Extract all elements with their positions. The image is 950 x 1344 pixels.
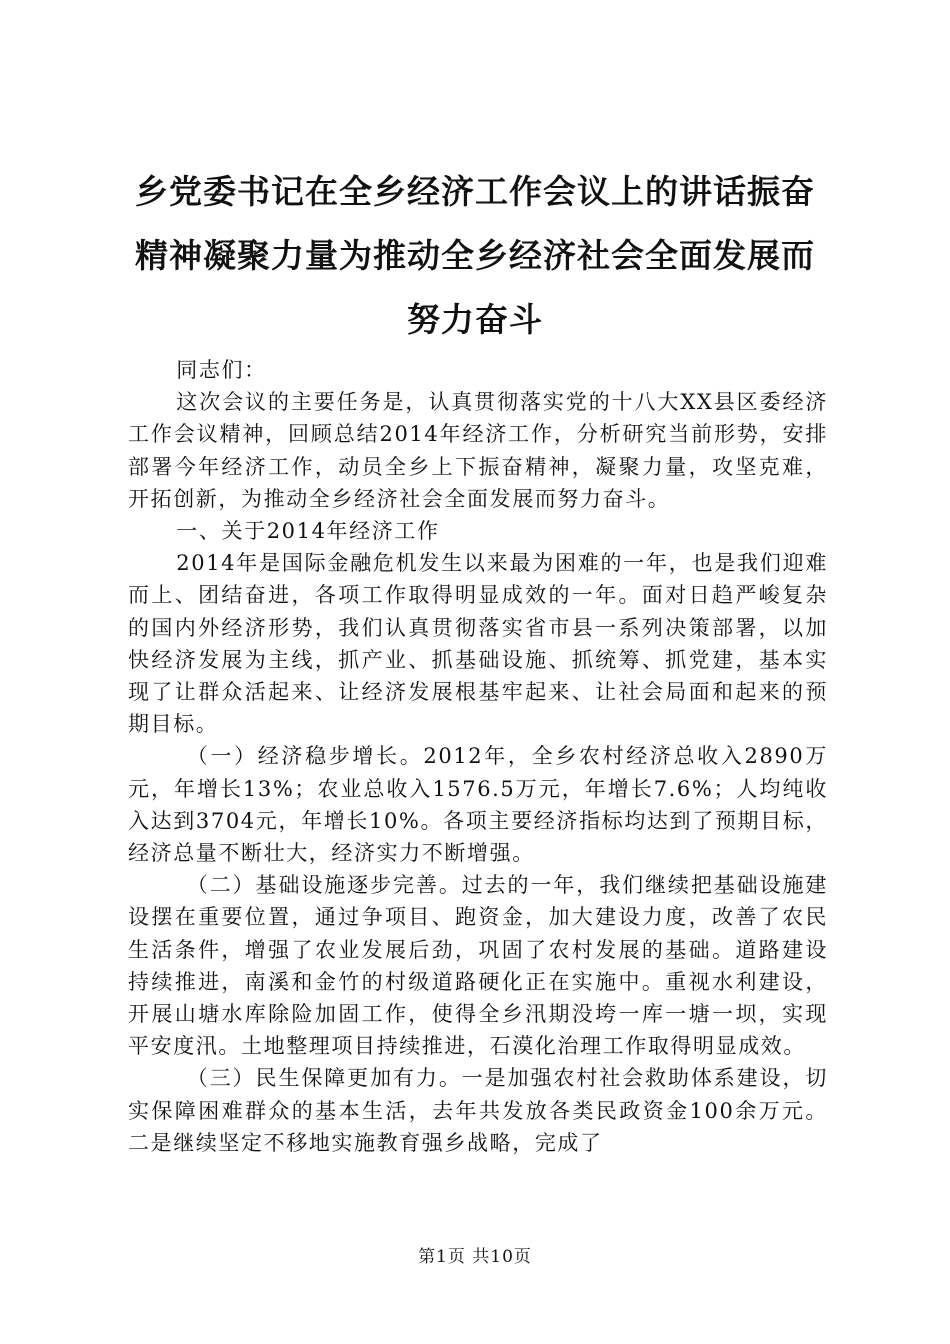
section-heading-1: 一、关于2014年经济工作 — [176, 519, 440, 544]
salutation: 同志们： — [176, 358, 267, 382]
title-line-2: 精神凝聚力量为推动全乡经济社会全面发展而 — [135, 236, 815, 275]
title-line-1: 乡党委书记在全乡经济工作会议上的讲话振奋 — [135, 172, 815, 211]
paragraph-intro: 这次会议的主要任务是，认真贯彻落实党的十八大XX县区委经济工作会议精神，回顾总结2014年经济工作，分析研究当前形势，安排部署今年经济工作，动员全乡上下振奋精神，凝聚力量，攻坚克难，开拓创新，为推动全乡经济社会全面发展而努力奋斗。 — [128, 390, 828, 511]
document-title — [110, 160, 840, 352]
paragraph-economic-growth: （一）经济稳步增长。2012年，全乡农村经济总收入2890万元，年增长13%；农业总收入1576.5万元，年增长7.6%；人均纯收入达到3704元，年增长10%。各项主要经济指标均达到了预期目标，经济总量不断壮大，经济实力不断增强。 — [128, 744, 828, 866]
paragraph-2014-review: 2014年是国际金融危机发生以来最为困难的一年，也是我们迎难而上、团结奋进，各项工作取得明显成效的一年。面对日趋严峻复杂的国内外经济形势，我们认真贯彻落实省市县一系列决策部署，以加快经济发展为主线，抓产业、抓基础设施、抓统筹、抓党建，基本实现了让群众活起来、让经济发展根基牢起来、让社会局面和起来的预期目标。 — [128, 551, 828, 737]
page-number-footer: 第1页 共10页 — [418, 1247, 532, 1267]
document-body — [128, 354, 828, 1159]
title-line-3: 努力奋斗 — [407, 300, 543, 339]
paragraph-infrastructure: （二）基础设施逐步完善。过去的一年，我们继续把基础设施建设摆在重要位置，通过争项目、跑资金，加大建设力度，改善了农民生活条件，增强了农业发展后劲，巩固了农村发展的基础。道路建设持续推进，南溪和金竹的村级道路硬化正在实施中。重视水利建设，开展山塘水库除险加固工作，使得全乡汛期没垮一库一塘一坝，实现平安度汛。土地整理项目持续推进，石漠化治理工作取得明显成效。 — [128, 873, 828, 1059]
paragraph-livelihood: （三）民生保障更加有力。一是加强农村社会救助体系建设，切实保障困难群众的基本生活，去年共发放各类民政资金100余万元。二是继续坚定不移地实施教育强乡战略，完成了 — [128, 1066, 828, 1155]
